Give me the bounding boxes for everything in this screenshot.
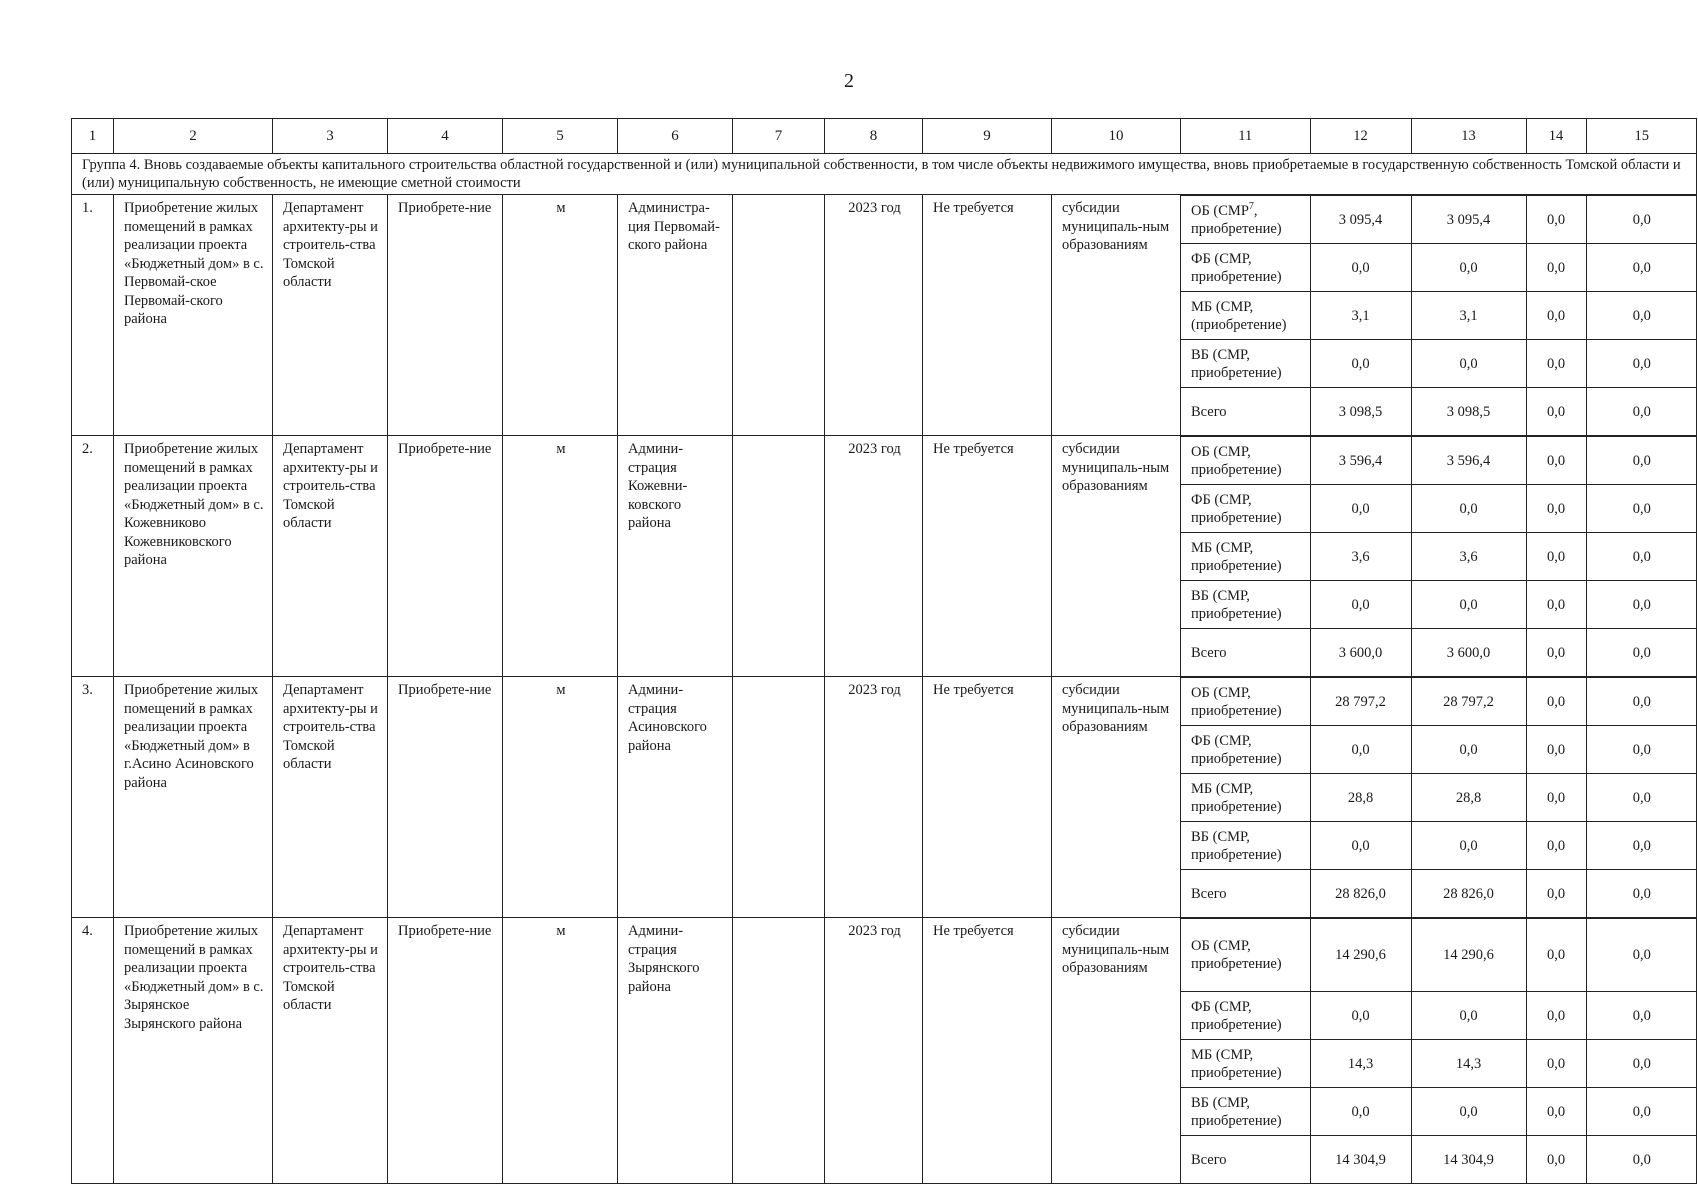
source-label [1181, 292, 1310, 340]
value-c13: 0,0 [1411, 244, 1526, 292]
source-label [1181, 1088, 1310, 1136]
header-cell: 5 [503, 119, 618, 154]
source-label [1181, 244, 1310, 292]
source-label [1181, 822, 1310, 870]
expertise: Не требуется [923, 436, 1052, 677]
value-c12: 28 797,2 [1310, 678, 1411, 726]
value-c13: 0,0 [1411, 581, 1526, 629]
value-c12: 0,0 [1310, 244, 1411, 292]
value-c14: 0,0 [1526, 244, 1586, 292]
value-c13: 3 596,4 [1411, 437, 1526, 485]
value-c14: 0,0 [1526, 629, 1586, 677]
header-cell: 6 [618, 119, 733, 154]
expertise: Не требуется [923, 918, 1052, 1184]
value-c12: 3 600,0 [1310, 629, 1411, 677]
source-label-text: ОБ (СМР, приобретение) [1191, 938, 1282, 972]
source-label-text: Всего [1191, 403, 1227, 420]
source-label [1181, 774, 1310, 822]
object-type: Приобрете-ние [388, 195, 503, 436]
object-name: Приобретение жилых помещений в рамках реализации проекта «Бюджетный дом» в г.Асино Асиновского района [114, 677, 273, 918]
source-label-text: ВБ (СМР, приобретение) [1191, 1094, 1282, 1129]
value-c15: 0,0 [1586, 340, 1697, 388]
value-c14: 0,0 [1526, 340, 1586, 388]
value-c15: 0,0 [1586, 726, 1697, 774]
table-row [72, 436, 1697, 677]
value-c15: 0,0 [1586, 485, 1697, 533]
year: 2023 год [825, 436, 923, 677]
header-cell: 15 [1586, 119, 1697, 153]
table-row [72, 918, 1697, 1184]
funding-form: субсидии муниципаль-ным образованиям [1052, 918, 1181, 1184]
value-c12: 0,0 [1310, 992, 1411, 1040]
header-cell: 12 [1310, 119, 1411, 153]
value-c13: 28,8 [1411, 774, 1526, 822]
source-label-text: МБ (СМР, (приобретение) [1191, 298, 1287, 333]
value-c12: 28,8 [1310, 774, 1411, 822]
header-cell: 1 [72, 119, 114, 154]
value-c12: 0,0 [1310, 726, 1411, 774]
source-label [1181, 485, 1310, 533]
header-cells-11-15 [1181, 119, 1697, 154]
source-label-text: МБ (СМР, приобретение) [1191, 780, 1282, 815]
source-label-text: ФБ (СМР, приобретение) [1191, 491, 1282, 526]
header-cell: 11 [1238, 128, 1253, 144]
header-cell: 7 [733, 119, 825, 154]
value-c13: 28 797,2 [1411, 678, 1526, 726]
source-label-tail: , приобретение) [1191, 202, 1282, 237]
value-c13: 0,0 [1411, 485, 1526, 533]
value-c12: 0,0 [1310, 822, 1411, 870]
header-cell: 4 [388, 119, 503, 154]
source-row [1181, 726, 1697, 774]
row-number: 3. [72, 677, 114, 918]
source-row [1181, 1040, 1697, 1088]
value-c15: 0,0 [1586, 1136, 1697, 1184]
source-row [1181, 678, 1697, 726]
source-label-text: ВБ (СМР, приобретение) [1191, 346, 1282, 381]
column-7 [733, 918, 825, 1184]
value-c14: 0,0 [1526, 774, 1586, 822]
source-label [1181, 437, 1310, 485]
source-label-text: ФБ (СМР, приобретение) [1191, 250, 1282, 285]
source-row [1181, 822, 1697, 870]
value-c15: 0,0 [1586, 581, 1697, 629]
source-label-text: ОБ (СМР, приобретение) [1191, 443, 1282, 478]
object-name: Приобретение жилых помещений в рамках реализации проекта «Бюджетный дом» в с. Первомай-ское Первомай-ского района [114, 195, 273, 436]
source-label [1181, 533, 1310, 581]
recipient: Админи-страция Зырянского района [618, 918, 733, 1184]
source-row [1181, 244, 1697, 292]
table-body [72, 195, 1697, 1184]
source-label-text: ФБ (СМР, приобретение) [1191, 998, 1282, 1033]
object-name: Приобретение жилых помещений в рамках реализации проекта «Бюджетный дом» в с. Зырянское Зырянского района [114, 918, 273, 1184]
funding-sources [1181, 677, 1697, 918]
recipient: Администра-ция Первомай-ского района [618, 195, 733, 436]
value-c12: 0,0 [1310, 1088, 1411, 1136]
value-c15: 0,0 [1586, 774, 1697, 822]
header-cell: 13 [1411, 119, 1526, 153]
value-c14: 0,0 [1526, 992, 1586, 1040]
source-row [1181, 1136, 1697, 1184]
value-c14: 0,0 [1526, 292, 1586, 340]
row-number: 4. [72, 918, 114, 1184]
value-c13: 3,1 [1411, 292, 1526, 340]
source-label-text: ВБ (СМР, приобретение) [1191, 828, 1282, 863]
source-row [1181, 919, 1697, 992]
source-label [1181, 726, 1310, 774]
budget-table [71, 118, 1697, 1184]
funding-form: субсидии муниципаль-ным образованиям [1052, 677, 1181, 918]
value-c14: 0,0 [1526, 581, 1586, 629]
value-c14: 0,0 [1526, 388, 1586, 436]
value-c14: 0,0 [1526, 533, 1586, 581]
value-c12: 0,0 [1310, 581, 1411, 629]
customer: Департамент архитекту-ры и строитель-ства Томской области [273, 677, 388, 918]
header-cell: 10 [1052, 119, 1181, 154]
funding-sources [1181, 918, 1697, 1184]
value-c15: 0,0 [1586, 822, 1697, 870]
header-cell: 14 [1526, 119, 1586, 153]
page-number: 2 [844, 70, 854, 92]
value-c14: 0,0 [1526, 870, 1586, 918]
source-row [1181, 388, 1697, 436]
value-c13: 0,0 [1411, 822, 1526, 870]
value-c12: 3 596,4 [1310, 437, 1411, 485]
value-c13: 0,0 [1411, 1088, 1526, 1136]
value-c15: 0,0 [1586, 992, 1697, 1040]
value-c14: 0,0 [1526, 726, 1586, 774]
source-label-text: Всего [1191, 1151, 1227, 1168]
object-name: Приобретение жилых помещений в рамках реализации проекта «Бюджетный дом» в с. Кожевниково Кожевниковского района [114, 436, 273, 677]
value-c14: 0,0 [1526, 485, 1586, 533]
value-c15: 0,0 [1586, 437, 1697, 485]
unit: м [503, 918, 618, 1184]
header-cell: 3 [273, 119, 388, 154]
value-c14: 0,0 [1526, 678, 1586, 726]
value-c15: 0,0 [1586, 1088, 1697, 1136]
source-row [1181, 340, 1697, 388]
value-c13: 28 826,0 [1411, 870, 1526, 918]
value-c14: 0,0 [1526, 1136, 1586, 1184]
value-c12: 3,1 [1310, 292, 1411, 340]
value-c12: 0,0 [1310, 340, 1411, 388]
value-c12: 28 826,0 [1310, 870, 1411, 918]
source-label-text: МБ (СМР, приобретение) [1191, 1046, 1282, 1081]
source-row [1181, 870, 1697, 918]
value-c14: 0,0 [1526, 919, 1586, 992]
source-label [1181, 629, 1310, 677]
value-c13: 0,0 [1411, 340, 1526, 388]
header-row [72, 119, 1697, 154]
source-label [1181, 340, 1310, 388]
value-c13: 0,0 [1411, 992, 1526, 1040]
value-c12: 14 304,9 [1310, 1136, 1411, 1184]
table-row [72, 677, 1697, 918]
source-label-text: ВБ (СМР, приобретение) [1191, 587, 1282, 622]
recipient: Админи-страция Асиновского района [618, 677, 733, 918]
value-c13: 3 095,4 [1411, 196, 1526, 244]
value-c13: 14 290,6 [1411, 919, 1526, 992]
funding-sources [1181, 436, 1697, 677]
source-row [1181, 437, 1697, 485]
value-c12: 14,3 [1310, 1040, 1411, 1088]
year: 2023 год [825, 918, 923, 1184]
unit: м [503, 195, 618, 436]
source-label [1181, 1136, 1310, 1184]
source-label-text: ОБ (СМР [1191, 202, 1249, 219]
value-c14: 0,0 [1526, 437, 1586, 485]
source-row [1181, 533, 1697, 581]
funding-form: субсидии муниципаль-ным образованиям [1052, 436, 1181, 677]
funding-sources [1181, 195, 1697, 436]
header-cell: 8 [825, 119, 923, 154]
value-c15: 0,0 [1586, 244, 1697, 292]
source-row [1181, 992, 1697, 1040]
value-c15: 0,0 [1586, 388, 1697, 436]
header-cell: 2 [114, 119, 273, 154]
value-c13: 3 098,5 [1411, 388, 1526, 436]
source-label [1181, 992, 1310, 1040]
value-c15: 0,0 [1586, 533, 1697, 581]
customer: Департамент архитекту-ры и строитель-ства Томской области [273, 918, 388, 1184]
column-7 [733, 195, 825, 436]
group-title: Группа 4. Вновь создаваемые объекты капитального строительства областной государственной и (или) муниципальной собственности, в том числе объекты недвижимого имущества, вновь приобретаемые в государственную собственность Томской области и (или) муниципальную собственность, не имеющие сметной стоимости [72, 154, 1697, 195]
customer: Департамент архитекту-ры и строитель-ства Томской области [273, 436, 388, 677]
unit: м [503, 677, 618, 918]
source-label [1181, 388, 1310, 436]
value-c15: 0,0 [1586, 292, 1697, 340]
group-row [72, 154, 1697, 195]
source-label [1181, 870, 1310, 918]
object-type: Приобрете-ние [388, 918, 503, 1184]
column-7 [733, 677, 825, 918]
source-label [1181, 919, 1310, 992]
value-c15: 0,0 [1586, 196, 1697, 244]
column-7 [733, 436, 825, 677]
value-c12: 3 095,4 [1310, 196, 1411, 244]
source-label [1181, 678, 1310, 726]
source-label-text: Всего [1191, 644, 1227, 661]
object-type: Приобрете-ние [388, 436, 503, 677]
footnote-marker: 7 [1248, 200, 1254, 212]
header-cell: 9 [923, 119, 1052, 154]
funding-form: субсидии муниципаль-ным образованиям [1052, 195, 1181, 436]
value-c12: 14 290,6 [1310, 919, 1411, 992]
source-label [1181, 196, 1310, 244]
expertise: Не требуется [923, 195, 1052, 436]
source-row [1181, 629, 1697, 677]
object-type: Приобрете-ние [388, 677, 503, 918]
year: 2023 год [825, 195, 923, 436]
value-c14: 0,0 [1526, 196, 1586, 244]
expertise: Не требуется [923, 677, 1052, 918]
value-c12: 3,6 [1310, 533, 1411, 581]
value-c15: 0,0 [1586, 629, 1697, 677]
table-row [72, 195, 1697, 436]
source-row [1181, 196, 1697, 244]
value-c14: 0,0 [1526, 822, 1586, 870]
value-c12: 0,0 [1310, 485, 1411, 533]
source-label [1181, 1040, 1310, 1088]
source-label-text: ФБ (СМР, приобретение) [1191, 732, 1282, 767]
row-number: 1. [72, 195, 114, 436]
value-c13: 0,0 [1411, 726, 1526, 774]
value-c13: 3 600,0 [1411, 629, 1526, 677]
value-c13: 14 304,9 [1411, 1136, 1526, 1184]
source-label-text: МБ (СМР, приобретение) [1191, 539, 1282, 574]
value-c13: 3,6 [1411, 533, 1526, 581]
source-label [1181, 581, 1310, 629]
source-label-text: ОБ (СМР, приобретение) [1191, 684, 1282, 719]
source-label-text: Всего [1191, 885, 1227, 902]
customer: Департамент архитекту-ры и строитель-ства Томской области [273, 195, 388, 436]
value-c15: 0,0 [1586, 870, 1697, 918]
source-row [1181, 774, 1697, 822]
value-c13: 14,3 [1411, 1040, 1526, 1088]
unit: м [503, 436, 618, 677]
source-row [1181, 485, 1697, 533]
source-row [1181, 581, 1697, 629]
value-c14: 0,0 [1526, 1088, 1586, 1136]
value-c12: 3 098,5 [1310, 388, 1411, 436]
value-c14: 0,0 [1526, 1040, 1586, 1088]
year: 2023 год [825, 677, 923, 918]
row-number: 2. [72, 436, 114, 677]
recipient: Админи-страция Кожевни-ковского района [618, 436, 733, 677]
source-row [1181, 1088, 1697, 1136]
value-c15: 0,0 [1586, 919, 1697, 992]
value-c15: 0,0 [1586, 678, 1697, 726]
source-row [1181, 292, 1697, 340]
value-c15: 0,0 [1586, 1040, 1697, 1088]
